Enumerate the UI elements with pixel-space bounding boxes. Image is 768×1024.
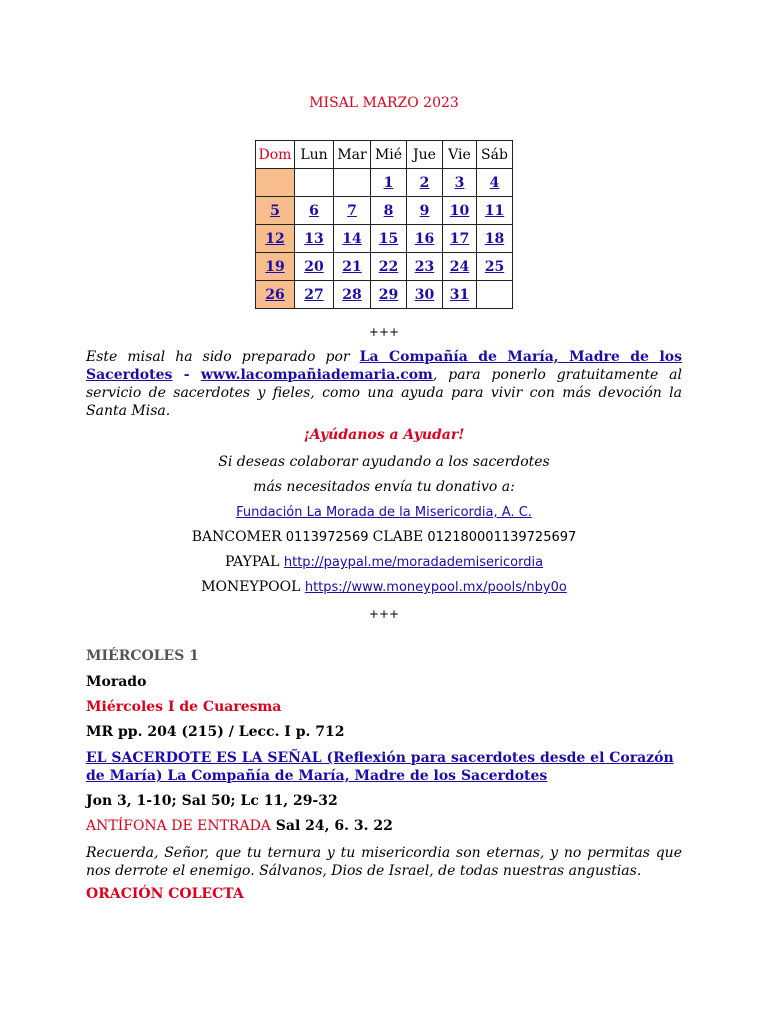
bancomer-account: 0113972569 <box>281 530 373 545</box>
calendar-day-cell <box>295 281 334 309</box>
foundation-link[interactable]: Fundación La Morada de la Misericordia, A. C. <box>236 505 532 520</box>
calendar-day-cell <box>407 281 443 309</box>
weekday-header: Dom <box>256 141 295 169</box>
calendar-day-link[interactable]: 17 <box>449 230 470 247</box>
company-link[interactable]: La Compañía de María, Madre de los Sacerdotes <box>86 349 682 383</box>
calendar-day-link[interactable]: 8 <box>383 202 394 219</box>
calendar-day-cell <box>477 225 513 253</box>
calendar-day-cell <box>443 281 477 309</box>
calendar-day-cell <box>443 225 477 253</box>
weekday-header: Mar <box>334 141 371 169</box>
intro-text: Este misal ha sido preparado por <box>86 349 360 365</box>
article-line <box>86 749 682 785</box>
calendar-week-row <box>256 225 513 253</box>
moneypool-line <box>86 579 682 595</box>
calendar-day-link[interactable]: 31 <box>449 286 470 303</box>
calendar-day-link[interactable]: 16 <box>414 230 435 247</box>
calendar-header-row <box>256 141 513 169</box>
paypal-line <box>86 554 682 570</box>
calendar-day-link[interactable]: 23 <box>414 258 435 275</box>
calendar-day-link[interactable]: 5 <box>270 202 280 219</box>
foundation-line <box>86 504 682 520</box>
article-link[interactable]: EL SACERDOTE ES LA SEÑAL (Reflexión para sacerdotes desde el Corazón de María) La Compañía de María, Madre de los Sacerdotes <box>86 750 674 784</box>
calendar-day-link[interactable]: 26 <box>265 286 285 303</box>
antiphon-reference: Sal 24, 6. 3. 22 <box>270 818 393 834</box>
website-link[interactable]: www.lacompañiademaria.com <box>200 367 433 383</box>
calendar-day-cell <box>407 253 443 281</box>
calendar-day-cell <box>295 169 334 197</box>
calendar-day-link[interactable]: 19 <box>265 258 285 275</box>
calendar-week-row <box>256 197 513 225</box>
moneypool-label: MONEYPOOL <box>201 579 305 595</box>
paypal-link[interactable]: http://paypal.me/moradademisericordia <box>283 555 544 570</box>
calendar-day-cell <box>334 253 371 281</box>
weekday-header: Vie <box>443 141 477 169</box>
calendar-day-cell <box>334 197 371 225</box>
calendar-day-cell <box>295 253 334 281</box>
calendar-day-cell <box>443 253 477 281</box>
calendar-day-cell <box>407 225 443 253</box>
calendar-day-link[interactable]: 18 <box>484 230 505 247</box>
calendar-day-cell <box>477 253 513 281</box>
calendar-day-link[interactable]: 25 <box>484 258 505 275</box>
bank-line <box>86 529 682 545</box>
calendar-day-cell <box>256 169 295 197</box>
calendar-day-cell <box>295 197 334 225</box>
separator: +++ <box>368 325 400 339</box>
antiphon-text: Recuerda, Señor, que tu ternura y tu misericordia son eternas, y no permitas que nos derrote el enemigo. Sálvanos, Dios de Israel, de todas nuestras angustias. <box>86 845 682 879</box>
calendar-day-cell <box>256 281 295 309</box>
day-heading: MIÉRCOLES 1 <box>86 648 199 664</box>
calendar-day-link[interactable]: 2 <box>419 174 430 191</box>
moneypool-link[interactable]: https://www.moneypool.mx/pools/nby0o <box>304 580 567 595</box>
calendar-day-cell <box>371 253 407 281</box>
calendar-day-link[interactable]: 6 <box>309 202 319 219</box>
calendar-week-row <box>256 169 513 197</box>
calendar-day-cell <box>334 281 371 309</box>
calendar-day-cell <box>371 225 407 253</box>
page-title: MISAL MARZO 2023 <box>309 95 459 111</box>
calendar-day-link[interactable]: 9 <box>419 202 430 219</box>
antiphon-label: ANTÍFONA DE ENTRADA <box>86 818 271 834</box>
antiphon-heading <box>86 818 682 834</box>
calendar-day-link[interactable]: 12 <box>265 230 285 247</box>
intro-paragraph <box>86 348 682 420</box>
calendar-day-link[interactable]: 10 <box>449 202 470 219</box>
calendar-day-cell <box>334 169 371 197</box>
calendar-day-cell <box>256 197 295 225</box>
calendar-day-link[interactable]: 1 <box>383 174 394 191</box>
calendar-day-link[interactable]: 29 <box>378 286 399 303</box>
calendar-day-cell <box>477 197 513 225</box>
calendar-day-link[interactable]: 7 <box>347 202 357 219</box>
calendar-day-link[interactable]: 4 <box>489 174 500 191</box>
paypal-label: PAYPAL <box>224 554 284 570</box>
month-calendar <box>255 140 513 309</box>
calendar-day-link[interactable]: 28 <box>342 286 362 303</box>
calendar-day-cell <box>295 225 334 253</box>
intro-text-2: , para ponerlo gratuitamente al servicio de sacerdotes y fieles, como una ayuda para vivir con más devoción la Santa Misa. <box>86 367 683 419</box>
calendar-week-row <box>256 253 513 281</box>
calendar-day-cell <box>371 197 407 225</box>
donate-line-2: más necesitados envía tu donativo a: <box>253 479 515 495</box>
separator: +++ <box>368 607 400 621</box>
calendar-day-cell <box>256 253 295 281</box>
calendar-day-link[interactable]: 30 <box>414 286 435 303</box>
weekday-header: Jue <box>407 141 443 169</box>
missal-references: MR pp. 204 (215) / Lecc. I p. 712 <box>86 724 345 740</box>
calendar-day-link[interactable]: 3 <box>454 174 465 191</box>
calendar-day-link[interactable]: 21 <box>342 258 362 275</box>
clabe-label: CLABE <box>372 529 424 545</box>
calendar-day-cell <box>443 197 477 225</box>
calendar-day-link[interactable]: 20 <box>304 258 324 275</box>
calendar-day-link[interactable]: 11 <box>484 202 505 219</box>
calendar-day-link[interactable]: 24 <box>449 258 470 275</box>
intro-dash: - <box>172 367 201 383</box>
calendar-day-link[interactable]: 15 <box>378 230 399 247</box>
day-name: Miércoles I de Cuaresma <box>86 699 282 715</box>
weekday-header: Mié <box>371 141 407 169</box>
calendar-day-link[interactable]: 14 <box>342 230 362 247</box>
calendar-day-cell <box>477 281 513 309</box>
help-heading: ¡Ayúdanos a Ayudar! <box>303 427 465 443</box>
calendar-day-link[interactable]: 13 <box>304 230 324 247</box>
calendar-day-cell <box>407 197 443 225</box>
calendar-day-cell <box>407 169 443 197</box>
calendar-day-link[interactable]: 22 <box>378 258 399 275</box>
calendar-day-cell <box>477 169 513 197</box>
calendar-day-link[interactable]: 27 <box>304 286 324 303</box>
calendar-day-cell <box>256 225 295 253</box>
calendar-day-cell <box>443 169 477 197</box>
weekday-header: Sáb <box>477 141 513 169</box>
calendar-day-cell <box>334 225 371 253</box>
calendar-week-row <box>256 281 513 309</box>
calendar-day-cell <box>371 169 407 197</box>
collect-heading: ORACIÓN COLECTA <box>86 886 244 902</box>
bancomer-label: BANCOMER <box>191 529 282 545</box>
calendar-day-cell <box>371 281 407 309</box>
liturgical-color: Morado <box>86 674 147 690</box>
weekday-header: Lun <box>295 141 334 169</box>
donate-line-1: Si deseas colaborar ayudando a los sacerdotes <box>218 454 550 470</box>
clabe-number: 012180001139725697 <box>423 530 577 545</box>
readings: Jon 3, 1-10; Sal 50; Lc 11, 29-32 <box>86 793 338 809</box>
